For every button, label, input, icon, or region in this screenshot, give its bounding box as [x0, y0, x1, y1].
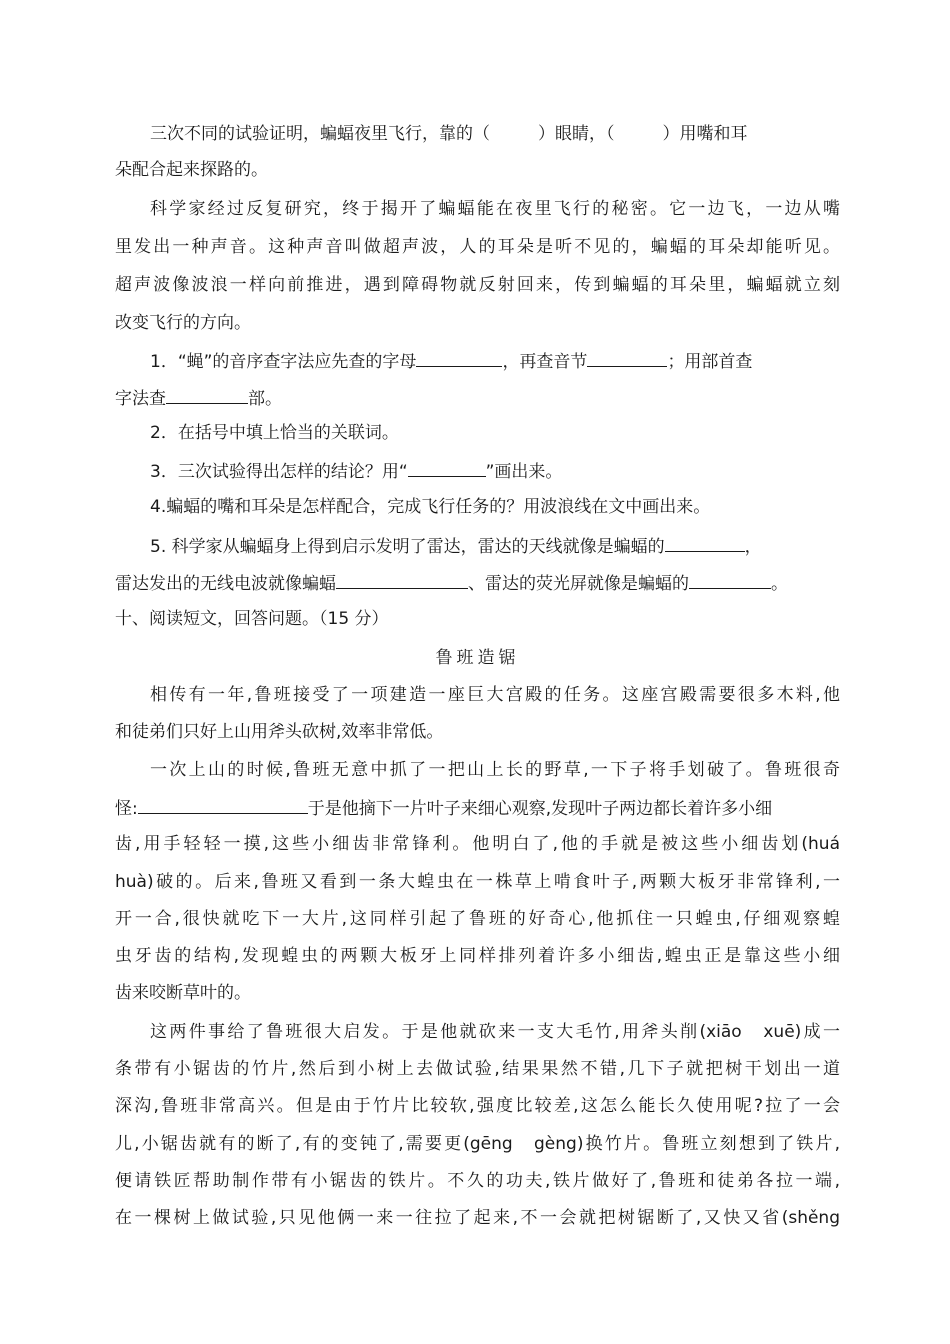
story-line: 和徒弟们只好上山用斧头砍树,效率非常低。 [115, 722, 444, 742]
story-line: 在一棵树上做试验,只见他俩一来一往拉了起来,不一会就把树锯断了,又快又省(shěng [115, 1208, 840, 1228]
question-3: 3．三次试验得出怎样的结论？用“ ”画出来。 [150, 462, 563, 482]
story-line: 条带有小锯齿的竹片,然后到小树上去做试验,结果果然不错,几下子就把树干划出一道 [115, 1059, 840, 1079]
answer-blank[interactable] [138, 797, 308, 814]
story-line: 一次上山的时候,鲁班无意中抓了一把山上长的野草,一下子将手划破了。鲁班很奇 [150, 760, 840, 780]
answer-blank[interactable] [689, 572, 771, 589]
answer-blank[interactable] [336, 572, 468, 589]
story-line: 虫牙齿的结构,发现蝗虫的两颗大板牙上同样排列着许多小细齿,蝗虫正是靠这些小细 [115, 946, 840, 966]
answer-blank[interactable] [416, 350, 502, 367]
story-line: 便请铁匠帮助制作带有小锯齿的铁片。不久的功夫,铁片做好了,鲁班和徒弟各拉一端, [115, 1171, 840, 1191]
question-4: 4.蝙蝠的嘴和耳朵是怎样配合，完成飞行任务的？用波浪线在文中画出来。 [150, 497, 711, 517]
answer-blank[interactable] [166, 387, 248, 404]
paragraph-line: 超声波像波浪一样向前推进，遇到障碍物就反射回来，传到蝙蝠的耳朵里，蝙蝠就立刻 [115, 275, 840, 295]
section-heading: 十、阅读短文，回答问题。（15 分） [115, 609, 389, 629]
question-1: 1．“蝇”的音序查字法应先查的字母 ，再查音节 ；用部首查 [150, 352, 753, 372]
paragraph-line: 里发出一种声音。这种声音叫做超声波，人的耳朵是听不见的，蝙蝠的耳朵却能听见。 [115, 237, 840, 257]
story-line: 怪: 于是他摘下一片叶子来细心观察,发现叶子两边都长着许多小细 [115, 799, 773, 819]
paragraph-line: 朵配合起来探路的。 [115, 160, 268, 180]
story-line: 相传有一年,鲁班接受了一项建造一座巨大宫殿的任务。这座宫殿需要很多木料,他 [150, 685, 840, 705]
answer-blank[interactable] [408, 460, 486, 477]
paragraph-line: 改变飞行的方向。 [115, 313, 251, 333]
paragraph-line [150, 124, 840, 144]
answer-blank[interactable] [665, 535, 745, 552]
paragraph-line: 科学家经过反复研究，终于揭开了蝙蝠能在夜里飞行的秘密。它一边飞，一边从嘴 [150, 199, 840, 219]
question-2: 2．在括号中填上恰当的关联词。 [150, 423, 399, 443]
story-line: 齿来咬断草叶的。 [115, 983, 251, 1003]
story-line: 开一合,很快就吃下一大片,这同样引起了鲁班的好奇心,他抓住一只蝗虫,仔细观察蝗 [115, 909, 840, 929]
story-line: 深沟,鲁班非常高兴。但是由于竹片比较软,强度比较差,这怎么能长久使用呢?拉了一会 [115, 1096, 840, 1116]
question-5: 5. 科学家从蝙蝠身上得到启示发明了雷达，雷达的天线就像是蝙蝠的 ， [150, 537, 762, 557]
story-line: 这两件事给了鲁班很大启发。于是他就砍来一支大毛竹,用斧头削(xiāo xuē)成一 [150, 1022, 840, 1042]
question-1-cont: 字法查 部。 [115, 389, 282, 409]
story-line: huà)破的。后来,鲁班又看到一条大蝗虫在一株草上啃食叶子,两颗大板牙非常锋利,一 [115, 872, 840, 892]
story-line: 儿,小锯齿就有的断了,有的变钝了,需要更(gēng gèng)换竹片。鲁班立刻想到了铁片, [115, 1134, 840, 1154]
text-segment: ）眼睛，（ [538, 124, 615, 144]
text-segment: ）用嘴和耳 [662, 124, 748, 144]
story-line: 齿,用手轻轻一摸,这些小细齿非常锋利。他明白了,他的手就是被这些小细齿划(huá [115, 834, 840, 854]
answer-blank[interactable] [587, 350, 667, 367]
story-title: 鲁班造锯 [435, 648, 520, 668]
question-5-cont: 雷达发出的无线电波就像蝙蝠 、雷达的荧光屏就像是蝙蝠的 。 [115, 574, 788, 594]
text-segment: 三次不同的试验证明，蝙蝠夜里飞行，靠的（ [150, 124, 490, 144]
